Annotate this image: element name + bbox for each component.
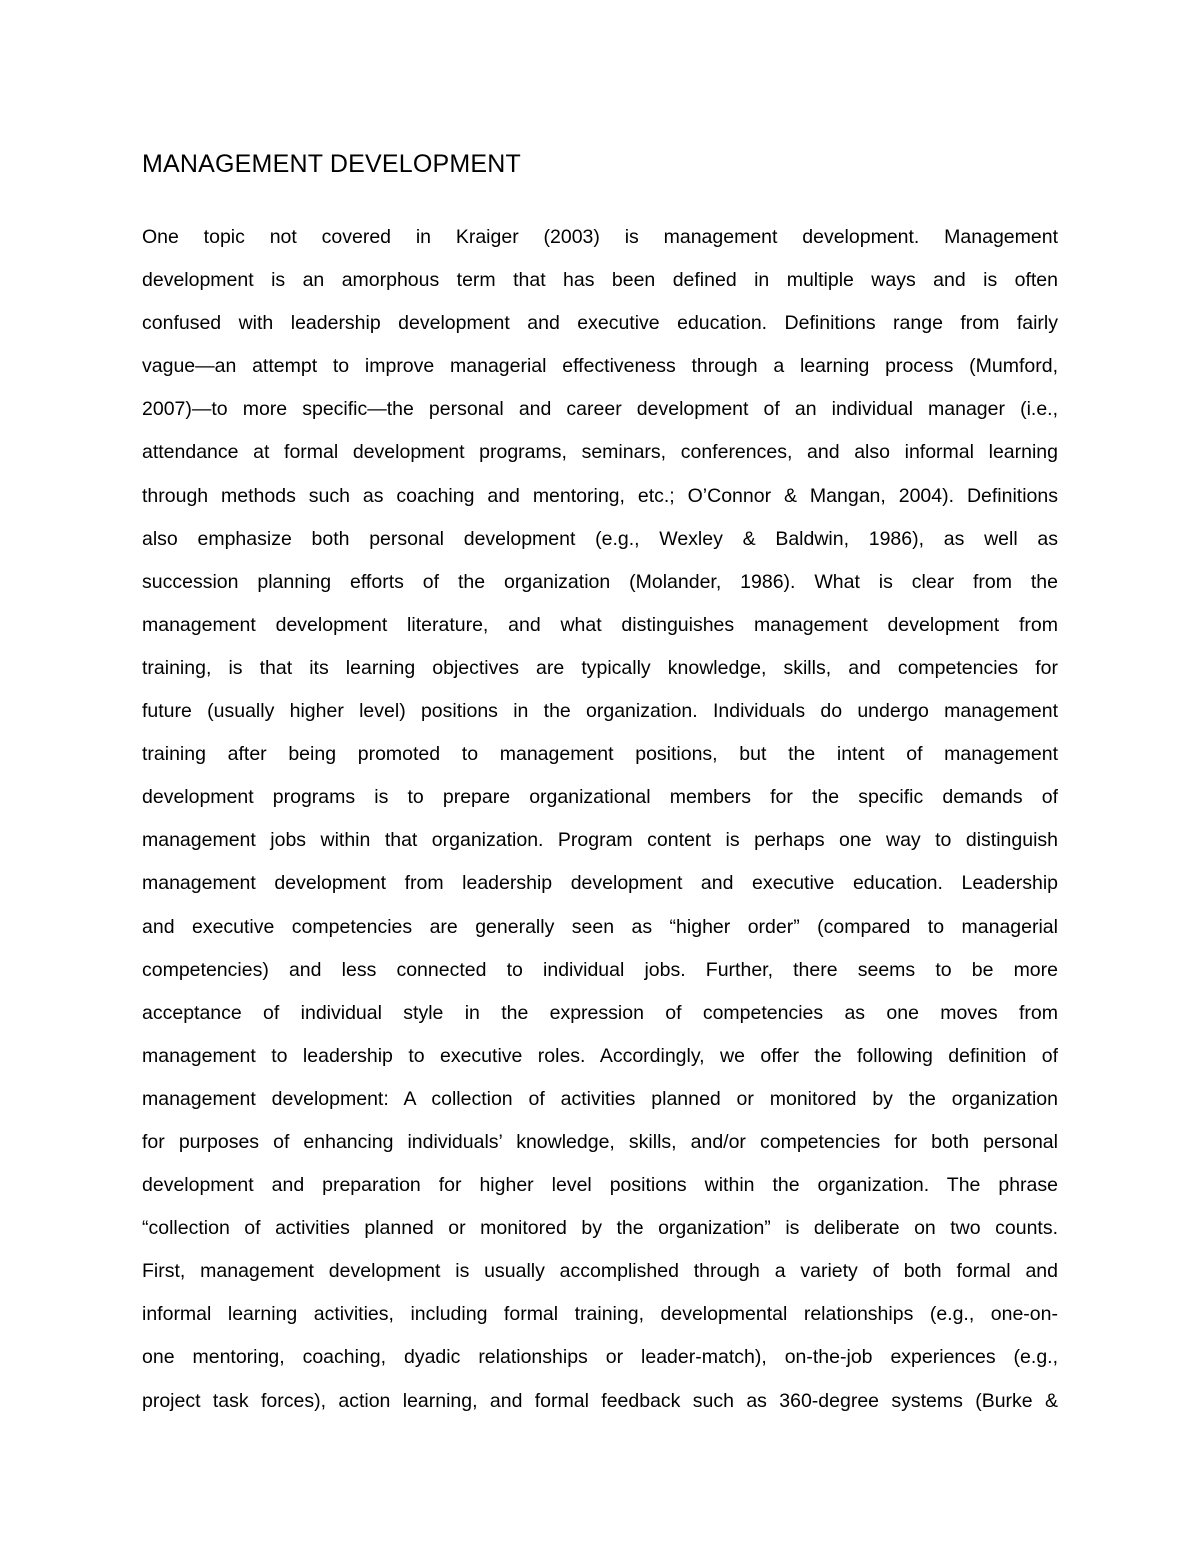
paragraph-line: management development from leadership development and executive education. Leadership: [142, 872, 1058, 895]
paragraph-line: attendance at formal development programs, seminars, conferences, and also informal learning: [142, 441, 1058, 464]
paragraph-line: confused with leadership development and executive education. Definitions range from fairly: [142, 312, 1058, 335]
paragraph-line: development and preparation for higher level positions within the organization. The phrase: [142, 1174, 1058, 1197]
paragraph-line: management development literature, and what distinguishes management development from: [142, 613, 1058, 636]
paragraph-line: management development: A collection of activities planned or monitored by the organization: [142, 1087, 1058, 1110]
paragraph-line: One topic not covered in Kraiger (2003) is management development. Management: [142, 226, 1058, 248]
paragraph-line: 2007)—to more specific—the personal and career development of an individual manager (i.e.,: [142, 398, 1058, 421]
paragraph-line: development programs is to prepare organizational members for the specific demands of: [142, 786, 1058, 809]
paragraph-line: training, is that its learning objectives are typically knowledge, skills, and competencies for: [142, 656, 1058, 679]
paragraph-line: First, management development is usually accomplished through a variety of both formal and: [142, 1260, 1058, 1283]
paragraph-line: management jobs within that organization. Program content is perhaps one way to distinguish: [142, 829, 1058, 852]
paragraph-line: succession planning efforts of the organization (Molander, 1986). What is clear from the: [142, 570, 1058, 593]
paragraph-line: also emphasize both personal development (e.g., Wexley & Baldwin, 1986), as well as: [142, 527, 1058, 550]
page-content: [142, 146, 1058, 1423]
paragraph-line: one mentoring, coaching, dyadic relationships or leader-match), on-the-job experiences (e.g.,: [142, 1346, 1058, 1369]
paragraph-line: “collection of activities planned or monitored by the organization” is deliberate on two counts.: [142, 1217, 1058, 1240]
paragraph-line: through methods such as coaching and mentoring, etc.; O’Connor & Mangan, 2004). Definitions: [142, 484, 1058, 507]
paragraph-line: for purposes of enhancing individuals’ knowledge, skills, and/or competencies for both personal: [142, 1130, 1058, 1153]
page-title: MANAGEMENT DEVELOPMENT: [142, 150, 521, 178]
paragraph-line: competencies) and less connected to individual jobs. Further, there seems to be more: [142, 958, 1058, 981]
paragraph-line: acceptance of individual style in the expression of competencies as one moves from: [142, 1001, 1058, 1024]
paragraph-line: informal learning activities, including formal training, developmental relationships (e.g., one-on-: [142, 1303, 1058, 1326]
paragraph-line: and executive competencies are generally seen as “higher order” (compared to managerial: [142, 915, 1058, 938]
body-paragraph: [142, 216, 1058, 1423]
paragraph-line: training after being promoted to management positions, but the intent of management: [142, 743, 1058, 766]
paragraph-line: development is an amorphous term that has been defined in multiple ways and is often: [142, 269, 1058, 292]
paragraph-line: future (usually higher level) positions in the organization. Individuals do undergo management: [142, 700, 1058, 723]
paragraph-line: vague—an attempt to improve managerial effectiveness through a learning process (Mumford,: [142, 355, 1058, 378]
paragraph-line: management to leadership to executive roles. Accordingly, we offer the following definition of: [142, 1044, 1058, 1067]
paragraph-line: project task forces), action learning, and formal feedback such as 360-degree systems (Burke &: [142, 1389, 1058, 1412]
